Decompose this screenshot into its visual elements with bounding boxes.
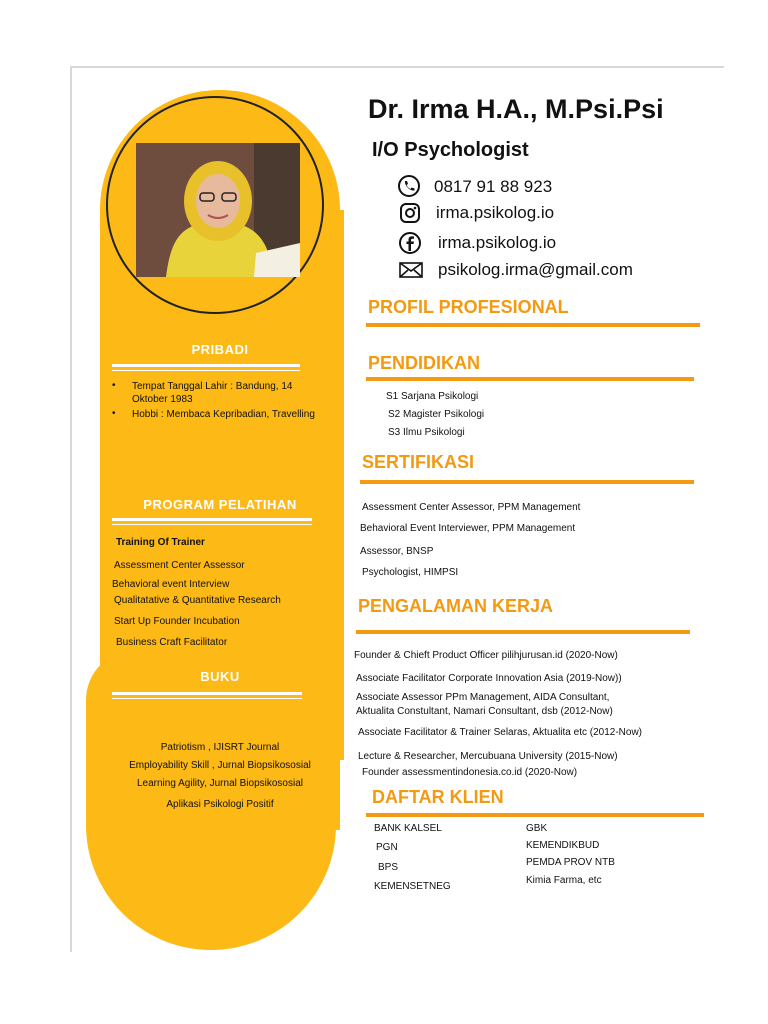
program-item: Qualitatative & Quantitative Research	[114, 595, 281, 606]
facebook-icon	[399, 232, 421, 254]
sertifikasi-item: Assessment Center Assessor, PPM Management	[362, 502, 581, 513]
program-rule-thin	[112, 524, 312, 525]
person-name: Dr. Irma H.A., M.Psi.Psi	[368, 94, 664, 124]
klien-title: DAFTAR KLIEN	[372, 787, 504, 807]
program-item: Start Up Founder Incubation	[114, 616, 240, 627]
pengalaman-item: Aktualita Constultant, Namari Consultant, dsb (2012-Now)	[356, 706, 613, 717]
pengalaman-title: PENGALAMAN KERJA	[358, 596, 554, 616]
phone-icon	[398, 175, 420, 197]
facebook-handle[interactable]: irma.psikolog.io	[438, 233, 557, 252]
mail-icon	[399, 261, 421, 283]
pendidikan-title: PENDIDIKAN	[368, 353, 481, 373]
sertifikasi-item: Psychologist, HIMPSI	[362, 567, 459, 578]
klien-item: PGN	[376, 842, 398, 853]
buku-title: BUKU	[200, 669, 240, 684]
pengalaman-rule	[356, 630, 690, 634]
klien-item: KEMENSETNEG	[374, 881, 451, 892]
phone-number[interactable]: 0817 91 88 923	[434, 177, 553, 196]
pribadi-item: Hobbi : Membaca Kepribadian, Travelling	[132, 409, 315, 420]
pribadi-rule-thin	[112, 370, 300, 371]
pribadi-rule	[112, 364, 300, 367]
person-role: I/O Psychologist	[372, 139, 529, 161]
buku-item: Learning Agility, Jurnal Biopsikososial	[136, 778, 303, 789]
klien-item: PEMDA PROV NTB	[526, 857, 615, 868]
profil-rule	[366, 323, 700, 327]
pengalaman-item: Lecture & Researcher, Mercubuana University (2015-Now)	[358, 751, 618, 762]
program-title: PROGRAM PELATIHAN	[143, 497, 297, 512]
buku-item: Employability Skill , Jurnal Biopsikososial	[129, 760, 311, 771]
pribadi-title: PRIBADI	[191, 342, 249, 357]
klien-rule	[366, 813, 704, 817]
sertifikasi-item: Assessor, BNSP	[360, 546, 434, 557]
program-item: Training Of Trainer	[116, 537, 205, 548]
program-rule	[112, 518, 312, 521]
program-item: Assessment Center Assessor	[114, 560, 245, 571]
pendidikan-item: S2 Magister Psikologi	[388, 409, 485, 420]
buku-item: Aplikasi Psikologi Positif	[166, 799, 274, 810]
sertifikasi-rule	[360, 480, 694, 484]
klien-item: BANK KALSEL	[374, 823, 442, 834]
profile-photo	[136, 143, 300, 277]
bullet-dot: •	[112, 408, 116, 419]
email-address[interactable]: psikolog.irma@gmail.com	[438, 260, 633, 279]
pendidikan-rule	[366, 377, 694, 381]
bullet-dot: •	[112, 380, 116, 391]
klien-item: BPS	[378, 862, 399, 873]
sertifikasi-title: SERTIFIKASI	[362, 452, 475, 472]
profil-title: PROFIL PROFESIONAL	[368, 297, 569, 317]
buku-rule-thin	[112, 698, 302, 699]
pengalaman-item: Associate Facilitator Corporate Innovation Asia (2019-Now))	[356, 673, 622, 684]
pengalaman-item: Founder & Chieft Product Officer pilihjurusan.id (2020-Now)	[354, 650, 618, 661]
program-item: Business Craft Facilitator	[116, 637, 228, 648]
pengalaman-item: Associate Facilitator & Trainer Selaras, Aktualita etc (2012-Now)	[358, 727, 643, 738]
pribadi-item: Tempat Tanggal Lahir : Bandung, 14 Oktober 1983	[132, 381, 293, 405]
klien-item: Kimia Farma, etc	[526, 875, 602, 886]
pengalaman-item: Associate Assessor PPm Management, AIDA Consultant,	[356, 692, 610, 703]
pendidikan-item: S1 Sarjana Psikologi	[386, 391, 479, 402]
pendidikan-item: S3 Ilmu Psikologi	[388, 427, 465, 438]
klien-item: GBK	[526, 823, 548, 834]
instagram-icon	[399, 202, 421, 224]
program-item: Behavioral event Interview	[112, 579, 230, 590]
pengalaman-item: Founder assessmentindonesia.co.id (2020-Now)	[362, 767, 578, 778]
buku-rule	[112, 692, 302, 695]
klien-item: KEMENDIKBUD	[526, 840, 600, 851]
sertifikasi-item: Behavioral Event Interviewer, PPM Management	[360, 523, 576, 534]
buku-item: Patriotism , IJISRT Journal	[160, 742, 280, 753]
instagram-handle[interactable]: irma.psikolog.io	[436, 203, 555, 222]
